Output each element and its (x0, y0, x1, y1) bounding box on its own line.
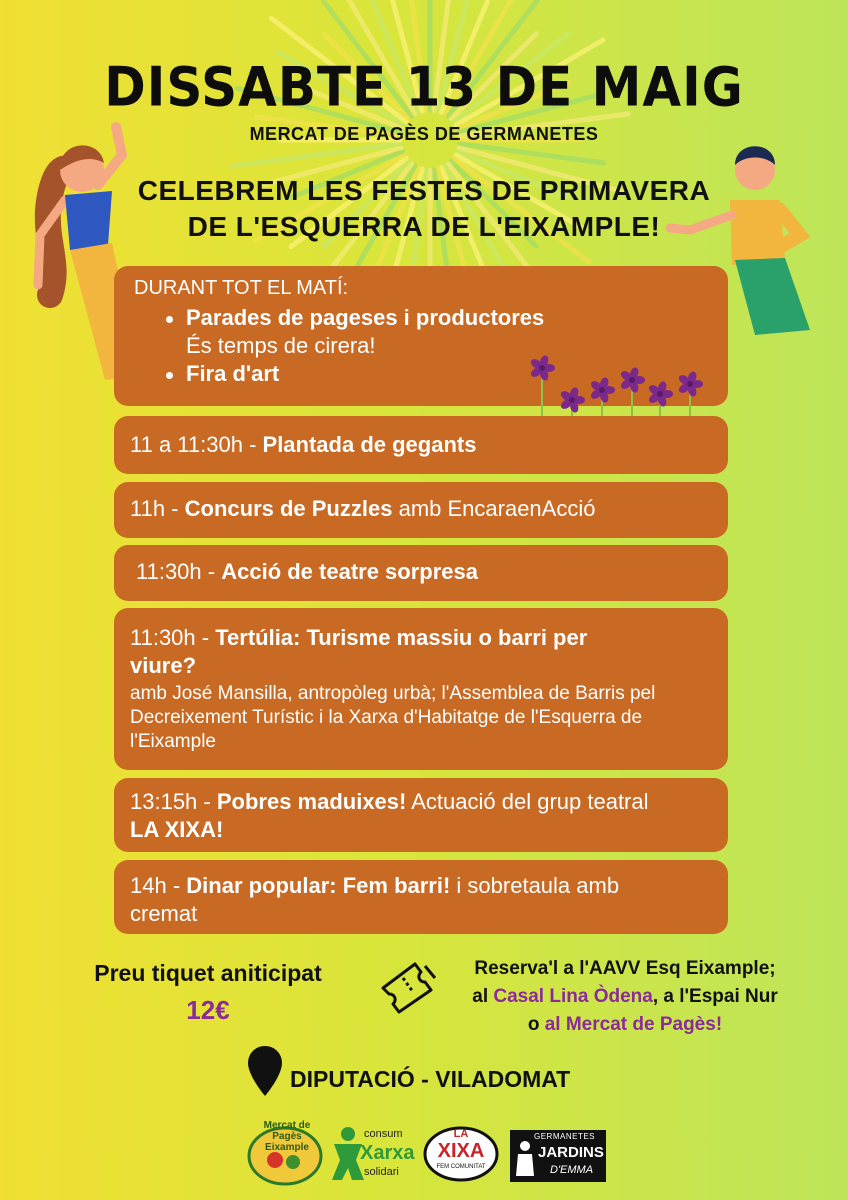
event-time: 11:30h - (136, 559, 222, 584)
ticket-price: 12€ (186, 995, 230, 1025)
event-lunch (114, 860, 728, 934)
cherry-note: És temps de cirera! (186, 333, 376, 358)
event-title: Dinar popular: Fem barri! (186, 873, 451, 898)
page-title: DISSABTE 13 DE MAIG (104, 55, 744, 119)
jardins-line-2: JARDINS (538, 1144, 604, 1161)
xarxa-text: Xarxa (360, 1142, 415, 1164)
xixa-tagline: FEM COMUNITAT (436, 1164, 486, 1170)
art-fair-item: Fira d'art (186, 361, 280, 386)
event-title: Acció de teatre sorpresa (221, 559, 478, 584)
market-link: al Mercat de Pagès! (544, 1014, 723, 1035)
reserve-line-1: Reserva'l a l'AAVV Esq Eixample; (474, 958, 776, 979)
reserve-line-3 (445, 1011, 805, 1039)
market-subtitle: MERCAT DE PAGÈS DE GERMANETES (249, 124, 599, 144)
headline-line-1: CELEBREM LES FESTES DE PRIMAVERA (137, 175, 711, 206)
xixa-name: XIXA (437, 1140, 485, 1162)
ticket-price-label: Preu tiquet aniticipat (94, 960, 322, 986)
gardener-figure-icon (514, 1140, 536, 1178)
headline-line-2: DE L'ESQUERRA DE L'EIXAMPLE! (187, 211, 661, 242)
jardins-line-1: GERMANETES (534, 1132, 596, 1141)
mercat-logo-text: Mercat de Pagès Eixample (263, 1120, 311, 1153)
jardins-line-3: D'EMMA (550, 1164, 594, 1176)
event-detail: i sobretaula amb cremat (130, 873, 620, 926)
reserve-text: o (527, 1014, 545, 1035)
event-title: Plantada de gegants (262, 432, 477, 457)
event-talk (114, 608, 728, 770)
event-theatre (114, 545, 728, 601)
morning-heading: DURANT TOT EL MATÍ: (134, 277, 349, 299)
event-performance (114, 778, 728, 852)
event-time: 11 a 11:30h - (130, 432, 263, 457)
reservation-info (445, 955, 805, 1039)
event-time: 14h - (130, 873, 187, 898)
event-giants (114, 416, 728, 474)
consum-solidari-logo (330, 1122, 415, 1184)
event-detail: Actuació del grup teatral (406, 789, 649, 814)
location-text: DIPUTACIÓ - VILADOMAT (290, 1066, 571, 1092)
mercat-pages-logo (245, 1118, 325, 1188)
solidari-text: solidari (364, 1166, 399, 1178)
reserve-text: , a l'Espai Nur (652, 986, 778, 1007)
event-title: Pobres maduixes! (216, 789, 407, 814)
jardins-emma-logo (510, 1130, 606, 1182)
map-pin-icon (248, 1046, 282, 1096)
firework-decoration (170, 0, 690, 300)
event-detail: amb José Mansilla, antropòleg urbà; l'Assemblea de Barris pel Decreixement Turístic i la Xarxa d'Habitatge de l'Esquerra de l'Eixample (130, 683, 656, 752)
la-xixa-logo (423, 1126, 499, 1182)
event-time: 11h - (130, 496, 185, 521)
event-puzzles (114, 482, 728, 538)
event-title: Tertúlia: Turisme massiu o barri per viure? (130, 625, 588, 678)
reserve-text: al (472, 986, 494, 1007)
group-name: LA XIXA! (130, 817, 224, 842)
stalls-item: Parades de pageses i productores (186, 305, 545, 330)
ticket-icon (375, 958, 445, 1014)
event-detail: amb EncaraenAcció (392, 496, 596, 521)
casal-link: Casal Lina Òdena (493, 986, 653, 1007)
consum-text: consum (364, 1128, 403, 1140)
event-time: 13:15h - (130, 789, 217, 814)
reserve-line-2 (445, 983, 805, 1011)
event-title: Concurs de Puzzles (184, 496, 393, 521)
xixa-la: LA (453, 1128, 469, 1140)
event-time: 11:30h - (130, 625, 216, 650)
